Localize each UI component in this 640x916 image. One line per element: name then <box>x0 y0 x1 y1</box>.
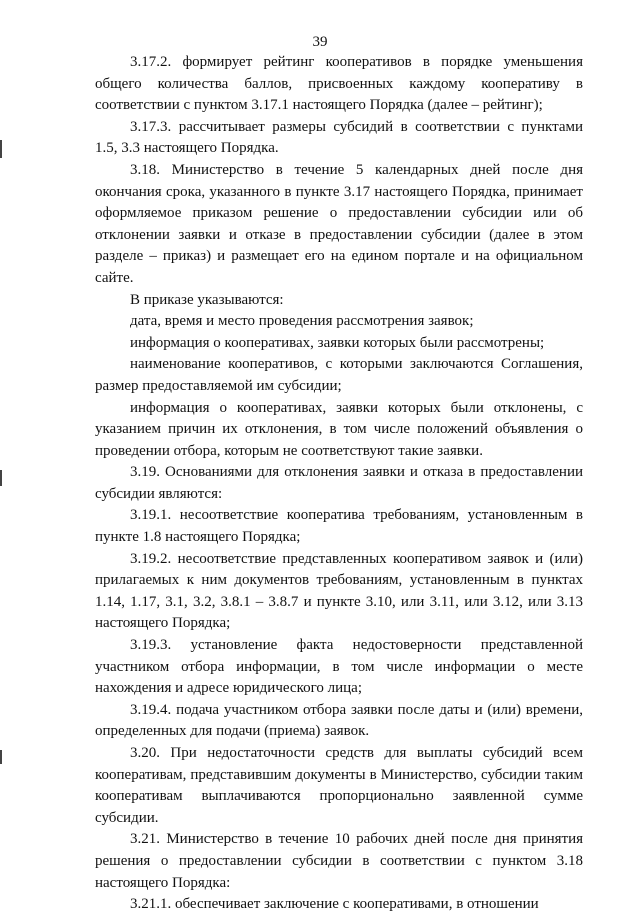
paragraph-3-21-1: 3.21.1. обеспечивает заключение с кооперативами, в отношении <box>130 896 539 913</box>
paragraph-3-19-1: 3.19.1. несоответствие кооператива требованиям, установленным в пункте 1.8 настоящего Порядка; <box>95 507 583 546</box>
paragraph-3-19-4: 3.19.4. подача участником отбора заявки после даты и (или) времени, определенных для подачи (приема) заявок. <box>95 701 583 740</box>
paragraph-order-item-date: дата, время и место проведения рассмотрения заявок; <box>130 313 474 330</box>
paragraph-3-19-3: 3.19.3. установление факта недостоверности представленной участником отбора информации, в том числе информации о месте нахождения и адресе юридического лица; <box>95 637 583 697</box>
paragraph-order-item-rejected: информация о кооперативах, заявки которых были отклонены, с указанием причин их отклонения, в том числе положений объявления о проведении отбора, которым не соответствуют такие заявки. <box>95 399 583 459</box>
paragraph-order-item-reviewed: информация о кооперативах, заявки которых были рассмотрены; <box>130 334 545 351</box>
paragraph-3-19: 3.19. Основаниями для отклонения заявки и отказа в предоставлении субсидии являются: <box>95 464 583 502</box>
paragraph-3-18: 3.18. Министерство в течение 5 календарных дней после дня окончания срока, указанного в пункте 3.17 настоящего Порядка, принимает оформляемое приказом решение о предоставлении субсидии или об отклонении заявки и отказе в предоставлении субсидии (далее в этом разделе – приказ) и размещает его на едином портале и на официальном сайте. <box>95 161 583 286</box>
paragraph-3-20: 3.20. При недостаточности средств для выплаты субсидий всем кооперативам, представившим документы в Министерство, субсидии таким кооперативам выплачиваются пропорционально заявленной сумме субсидии. <box>95 745 583 826</box>
paragraph-order-contents-intro: В приказе указываются: <box>130 291 284 308</box>
page-number: 39 <box>312 34 328 50</box>
paragraph-3-21: 3.21. Министерство в течение 10 рабочих дней после дня принятия решения о предоставлении субсидии в соответствии с пунктом 3.18 настоящего Порядка: <box>95 831 583 891</box>
paragraph-3-17-3: 3.17.3. рассчитывает размеры субсидий в соответствии с пунктами 1.5, 3.3 настоящего Порядка. <box>95 118 583 157</box>
paragraph-3-17-2: 3.17.2. формирует рейтинг кооперативов в порядке уменьшения общего количества баллов, присвоенных каждому кооперативу в соответствии с пунктом 3.17.1 настоящего Порядка (далее – рейтинг); <box>95 54 583 114</box>
scan-edge-mark <box>0 470 2 486</box>
paragraph-order-item-agreements: наименование кооперативов, с которыми заключаются Соглашения, размер предоставляемой им субсидии; <box>95 356 583 394</box>
document-body <box>95 52 583 916</box>
paragraph-3-19-2: 3.19.2. несоответствие представленных кооперативом заявок и (или) прилагаемых к ним документов требованиям, установленным в пунктах 1.14, 1.17, 3.1, 3.2, 3.8.1 – 3.8.7 и пункте 3.10, или 3.11, или 3.12, или 3.13 настоящего Порядка; <box>95 550 583 632</box>
scan-edge-mark <box>0 140 2 158</box>
scan-edge-mark <box>0 750 2 764</box>
